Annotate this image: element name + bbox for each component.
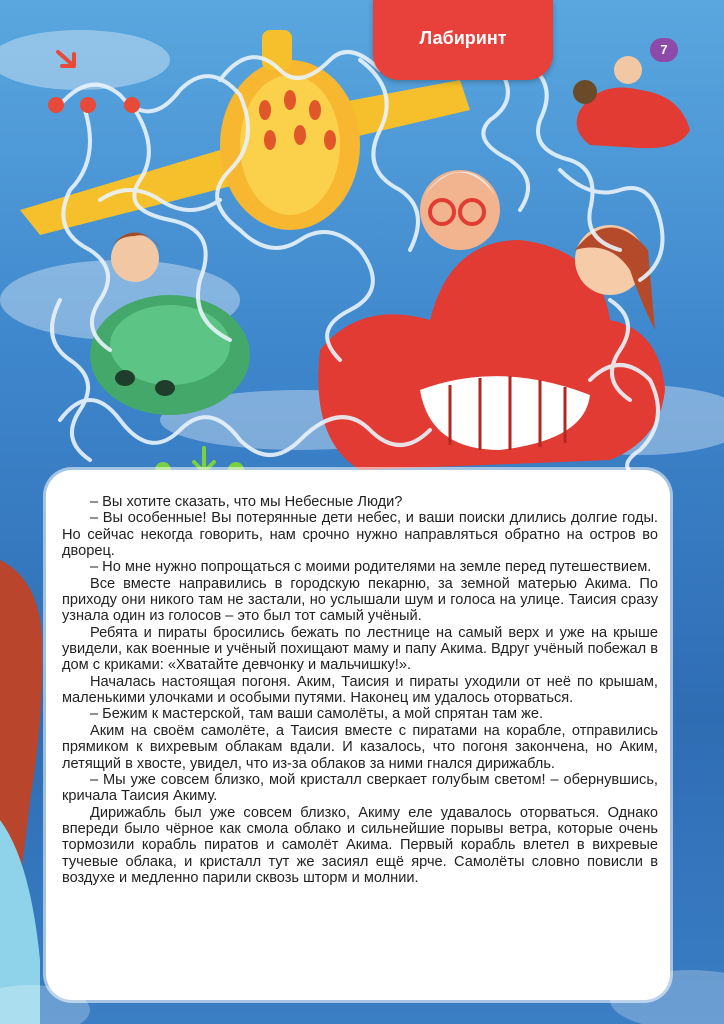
page-number-badge: 7	[650, 38, 678, 62]
story-paragraph: Ребята и пираты бросились бежать по лестнице на самый верх и уже на крыше увидели, как военные и учёный похищают маму и папу Акима. Вдруг учёный побежал в дом с криками: «Хватайте девчонку и мальчишку!».	[62, 624, 658, 674]
story-paragraph: – Но мне нужно попрощаться с моими родителями на земле перед путешествием.	[90, 559, 652, 576]
story-paragraph: – Вы особенные! Вы потерянные дети небес, и ваши поиски длились долгие годы. Но сейчас некогда говорить, нам срочно нужно направляться обратно на остров во дворец.	[62, 510, 658, 560]
story-text	[62, 494, 658, 886]
finish-arrow-icon	[194, 448, 214, 472]
red-plane	[318, 170, 665, 470]
story-paragraph: Аким на своём самолёте, а Таисия вместе с пиратами на корабле, отправились прямиком к вихревым облакам вдали. И казалось, что погоня закончена, но Аким, летящий в хвосте, увидел, что из-за облаков за ними гнался дирижабль.	[62, 722, 658, 772]
story-paragraph: Все вместе направились в городскую пекарню, за земной матерью Акима. По приходу они никого там не застали, но услышали шум и голоса на улице. Таисия сразу узнала один из голосов – это был тот самый учёный.	[62, 575, 658, 625]
small-red-plane	[573, 56, 690, 148]
story-paragraph: Дирижабль был уже совсем близко, Акиму еле удавалось оторваться. Однако впереди было чёрное как смола облако и сильнейшие порывы ветра, которые очень тормозили корабль пиратов и самолёт Акима. Первый корабль влетел в вихревые тучевые облака, и кристалл тут же засиял ещё ярче. Самолёты словно повисли в воздухе и медленно парили сквозь шторм и молнии.	[62, 804, 658, 886]
page-title: Лабиринт	[419, 28, 507, 48]
story-paragraph: – Бежим к мастерской, там ваши самолёты, а мой спрятан там же.	[90, 706, 544, 723]
green-airship	[90, 233, 250, 416]
story-paragraph: Началась настоящая погоня. Аким, Таисия и пираты уходили от неё по крышам, маленькими улочками и особыми путями. Наконец им удалось оторваться.	[62, 673, 658, 707]
girl-left-edge	[0, 560, 42, 1024]
story-paragraph: – Вы хотите сказать, что мы Небесные Люди?	[90, 494, 403, 510]
story-paragraph: – Мы уже совсем близко, мой кристалл сверкает голубым светом! – обернувшись, кричала Таисия Акиму.	[62, 771, 658, 805]
